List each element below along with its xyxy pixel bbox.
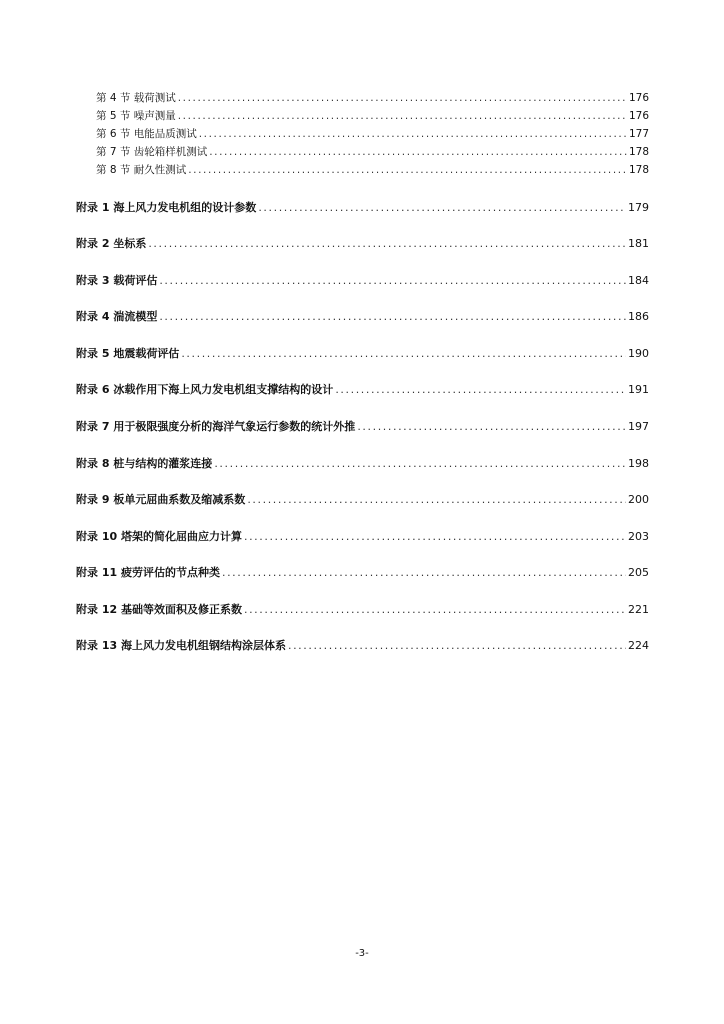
leader-dots [159, 274, 626, 287]
toc-entry-label: 附录 2 坐标系 [76, 237, 147, 250]
leader-dots [188, 164, 627, 176]
toc-entry-appendix-8[interactable] [76, 455, 649, 471]
toc-entry-page: 176 [628, 110, 649, 122]
toc-entry-page: 205 [628, 566, 649, 579]
toc-entry-appendix-5[interactable] [76, 345, 649, 361]
toc-entry-appendix-1[interactable] [76, 199, 649, 215]
toc-entry-page: 224 [628, 639, 649, 652]
toc-entry-page: 176 [628, 92, 649, 104]
toc-entry-page: 221 [628, 603, 649, 616]
toc-entry-label: 附录 7 用于极限强度分析的海洋气象运行参数的统计外推 [76, 420, 356, 433]
toc-entry-page: 191 [628, 383, 649, 396]
toc-entry-page: 178 [628, 146, 649, 158]
leader-dots [357, 420, 626, 433]
toc-entry-page: 178 [628, 164, 649, 176]
toc-entry-label: 第 7 节 齿轮箱样机测试 [96, 146, 208, 158]
toc-entry-label: 附录 4 湍流模型 [76, 310, 158, 323]
toc-entry-appendix-2[interactable] [76, 235, 649, 251]
toc-entry-label: 附录 11 疲劳评估的节点种类 [76, 566, 220, 579]
leader-dots [244, 603, 626, 616]
toc-entry-label: 附录 12 基础等效面积及修正系数 [76, 603, 242, 616]
leader-dots [258, 201, 626, 214]
leader-dots [199, 128, 627, 140]
leader-dots [181, 347, 626, 360]
toc-entry-page: 184 [628, 274, 649, 287]
toc-entry-appendix-12[interactable] [76, 601, 649, 617]
toc-entry-section-6[interactable] [96, 126, 649, 141]
leader-dots [214, 457, 626, 470]
toc-entry-label: 附录 10 塔架的简化屈曲应力计算 [76, 530, 242, 543]
toc-entry-section-5[interactable] [96, 108, 649, 123]
leader-dots [209, 146, 627, 158]
toc-entry-label: 附录 6 冰载作用下海上风力发电机组支撑结构的设计 [76, 383, 334, 396]
leader-dots [148, 237, 626, 250]
toc-entry-page: 203 [628, 530, 649, 543]
toc-entry-label: 附录 3 载荷评估 [76, 274, 158, 287]
toc-entry-appendix-11[interactable] [76, 564, 649, 580]
leader-dots [244, 530, 626, 543]
toc-entry-page: 197 [628, 420, 649, 433]
toc-entry-label: 第 5 节 噪声测量 [96, 110, 176, 122]
toc-entry-label: 第 4 节 载荷测试 [96, 92, 176, 104]
toc-entry-page: 200 [628, 493, 649, 506]
leader-dots [288, 639, 626, 652]
toc-entry-section-4[interactable] [96, 90, 649, 105]
toc-entry-appendix-10[interactable] [76, 528, 649, 544]
toc-entry-section-8[interactable] [96, 162, 649, 177]
leader-dots [335, 383, 626, 396]
toc-entry-section-7[interactable] [96, 144, 649, 159]
toc-entry-appendix-6[interactable] [76, 381, 649, 397]
toc-entry-label: 附录 8 桩与结构的灌浆连接 [76, 457, 213, 470]
toc-entry-appendix-3[interactable] [76, 272, 649, 288]
leader-dots [222, 566, 626, 579]
leader-dots [247, 493, 626, 506]
toc-entry-appendix-9[interactable] [76, 491, 649, 507]
toc-entry-page: 198 [628, 457, 649, 470]
toc-entry-label: 第 6 节 电能品质测试 [96, 128, 197, 140]
toc-entry-label: 附录 1 海上风力发电机组的设计参数 [76, 201, 257, 214]
toc-entry-appendix-13[interactable] [76, 637, 649, 653]
toc-entry-page: 177 [628, 128, 649, 140]
leader-dots [159, 310, 626, 323]
toc-entry-label: 附录 13 海上风力发电机组钢结构涂层体系 [76, 639, 286, 652]
toc-entry-label: 附录 9 板单元屈曲系数及缩减系数 [76, 493, 246, 506]
toc-entry-page: 181 [628, 237, 649, 250]
toc-entry-page: 186 [628, 310, 649, 323]
toc-entry-label: 附录 5 地震载荷评估 [76, 347, 180, 360]
leader-dots [178, 92, 627, 104]
leader-dots [178, 110, 627, 122]
toc-entry-label: 第 8 节 耐久性测试 [96, 164, 187, 176]
toc-entry-page: 190 [628, 347, 649, 360]
toc-entry-page: 179 [628, 201, 649, 214]
toc-entry-appendix-7[interactable] [76, 418, 649, 434]
toc-entry-appendix-4[interactable] [76, 308, 649, 324]
page-number: -3- [355, 948, 369, 959]
